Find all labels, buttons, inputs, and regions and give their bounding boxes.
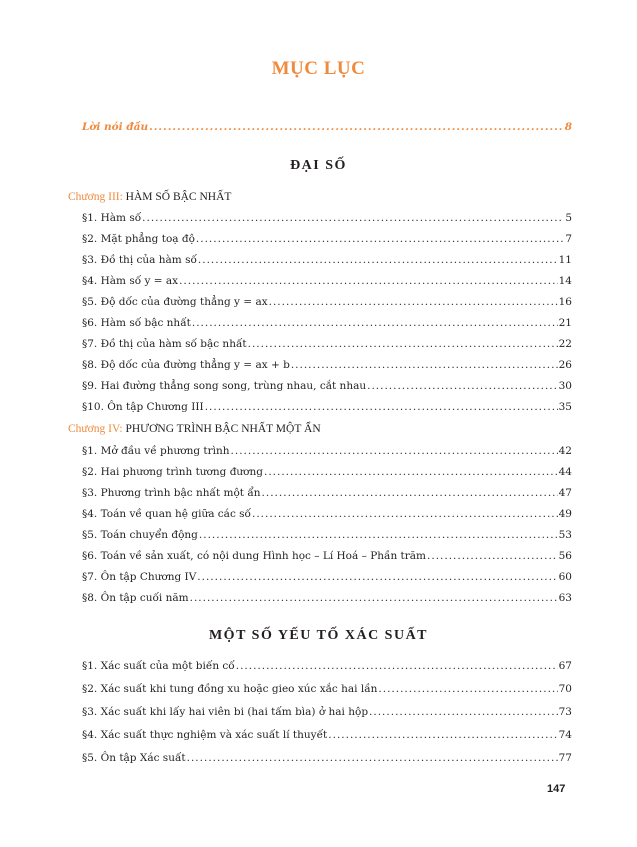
dot-leader xyxy=(231,445,558,457)
toc-page: 56 xyxy=(558,550,572,562)
toc-page: 16 xyxy=(558,296,572,308)
toc-row[interactable] xyxy=(82,550,572,562)
toc-row[interactable] xyxy=(82,275,572,287)
section-heading-probability: MỘT SỐ YẾU TỐ XÁC SUẤT xyxy=(208,628,429,643)
toc-label: §9. Hai đường thẳng song song, trùng nhau, cắt nhau xyxy=(82,380,367,392)
toc-page: 7 xyxy=(565,233,572,245)
toc-label: Lời nói đầu xyxy=(82,121,149,133)
chapter-prefix: Chương III: xyxy=(68,191,123,203)
dot-leader xyxy=(196,233,564,245)
dot-leader xyxy=(367,380,558,392)
toc-row[interactable] xyxy=(82,445,572,457)
toc-row[interactable] xyxy=(82,529,572,541)
toc-page: 26 xyxy=(558,359,572,371)
toc-row[interactable] xyxy=(82,212,572,224)
toc-page: 77 xyxy=(558,752,572,764)
chapter-heading-3 xyxy=(68,191,231,203)
toc-row[interactable] xyxy=(82,706,572,718)
toc-page: 70 xyxy=(558,683,572,695)
toc-row[interactable] xyxy=(82,254,572,266)
toc-page: 14 xyxy=(558,275,572,287)
toc-page: 47 xyxy=(558,487,572,499)
dot-leader xyxy=(198,254,558,266)
toc-row[interactable] xyxy=(82,592,572,604)
toc-label: §7. Đồ thị của hàm số bậc nhất xyxy=(82,338,247,350)
toc-page: 74 xyxy=(558,729,572,741)
dot-leader xyxy=(328,729,557,741)
toc-page: 22 xyxy=(558,338,572,350)
toc-page: 21 xyxy=(558,317,572,329)
toc-label: §8. Ôn tập cuối năm xyxy=(82,592,189,604)
toc-page: 60 xyxy=(558,571,572,583)
toc-page: 53 xyxy=(558,529,572,541)
dot-leader xyxy=(149,121,564,133)
dot-leader xyxy=(192,317,558,329)
page-title: MỤC LỤC xyxy=(271,58,366,79)
dot-leader xyxy=(262,487,558,499)
toc-label: §4. Hàm số y = ax xyxy=(82,275,179,287)
toc-row-preface[interactable] xyxy=(82,121,572,133)
toc-label: §2. Hai phương trình tương đương xyxy=(82,466,263,478)
toc-label: §3. Xác suất khi lấy hai viên bi (hai tấm bìa) ở hai hộp xyxy=(82,706,369,718)
dot-leader xyxy=(252,508,558,520)
dot-leader xyxy=(369,706,558,718)
toc-row[interactable] xyxy=(82,380,572,392)
toc-row[interactable] xyxy=(82,401,572,413)
toc-page: 44 xyxy=(558,466,572,478)
toc-row[interactable] xyxy=(82,660,572,672)
toc-label: §6. Toán về sản xuất, có nội dung Hình học – Lí Hoá – Phần trăm xyxy=(82,550,427,562)
dot-leader xyxy=(236,660,558,672)
toc-page: 73 xyxy=(558,706,572,718)
dot-leader xyxy=(190,592,558,604)
toc-label: §3. Phương trình bậc nhất một ẩn xyxy=(82,487,261,499)
dot-leader xyxy=(187,752,558,764)
dot-leader xyxy=(197,571,557,583)
toc-row[interactable] xyxy=(82,296,572,308)
toc-page: 35 xyxy=(558,401,572,413)
toc-page: 5 xyxy=(565,212,572,224)
dot-leader xyxy=(427,550,558,562)
toc-label: §1. Mở đầu về phương trình xyxy=(82,445,230,457)
toc-page: 8 xyxy=(564,121,572,133)
toc-page: 63 xyxy=(558,592,572,604)
toc-label: §10. Ôn tập Chương III xyxy=(82,401,204,413)
toc-label: §1. Xác suất của một biến cố xyxy=(82,660,235,672)
toc-row[interactable] xyxy=(82,359,572,371)
chapter-name: PHƯƠNG TRÌNH BẬC NHẤT MỘT ẨN xyxy=(125,423,321,435)
toc-page: 49 xyxy=(558,508,572,520)
toc-label: §5. Ôn tập Xác suất xyxy=(82,752,186,764)
toc-row[interactable] xyxy=(82,338,572,350)
toc-label: §1. Hàm số xyxy=(82,212,142,224)
toc-label: §2. Mặt phẳng toạ độ xyxy=(82,233,195,245)
toc-label: §6. Hàm số bậc nhất xyxy=(82,317,191,329)
toc-page: 42 xyxy=(558,445,572,457)
dot-leader xyxy=(142,212,564,224)
page-number: 147 xyxy=(547,783,566,795)
chapter-name: HÀM SỐ BẬC NHẤT xyxy=(125,191,232,203)
section-heading-algebra: ĐẠI SỐ xyxy=(290,158,347,173)
toc-row[interactable] xyxy=(82,317,572,329)
chapter-heading-4 xyxy=(68,423,321,435)
chapter-prefix: Chương IV: xyxy=(68,423,123,435)
toc-label: §4. Toán về quan hệ giữa các số xyxy=(82,508,251,520)
toc-label: §5. Toán chuyển động xyxy=(82,529,198,541)
toc-row[interactable] xyxy=(82,487,572,499)
toc-row[interactable] xyxy=(82,466,572,478)
toc-row[interactable] xyxy=(82,729,572,741)
toc-row[interactable] xyxy=(82,508,572,520)
toc-row[interactable] xyxy=(82,752,572,764)
dot-leader xyxy=(205,401,558,413)
toc-page: 11 xyxy=(558,254,572,266)
toc-page: 30 xyxy=(558,380,572,392)
toc-label: §8. Độ dốc của đường thẳng y = ax + b xyxy=(82,359,290,371)
dot-leader xyxy=(291,359,558,371)
toc-label: §3. Đồ thị của hàm số xyxy=(82,254,197,266)
dot-leader xyxy=(179,275,558,287)
dot-leader xyxy=(378,683,557,695)
toc-label: §7. Ôn tập Chương IV xyxy=(82,571,197,583)
toc-label: §2. Xác suất khi tung đồng xu hoặc gieo xúc xắc hai lần xyxy=(82,683,378,695)
dot-leader xyxy=(248,338,558,350)
dot-leader xyxy=(264,466,558,478)
toc-row[interactable] xyxy=(82,233,572,245)
toc-label: §5. Độ dốc của đường thẳng y = ax xyxy=(82,296,268,308)
dot-leader xyxy=(199,529,558,541)
toc-label: §4. Xác suất thực nghiệm và xác suất lí thuyết xyxy=(82,729,328,741)
dot-leader xyxy=(269,296,558,308)
toc-row[interactable] xyxy=(82,571,572,583)
toc-row[interactable] xyxy=(82,683,572,695)
toc-page: 67 xyxy=(558,660,572,672)
